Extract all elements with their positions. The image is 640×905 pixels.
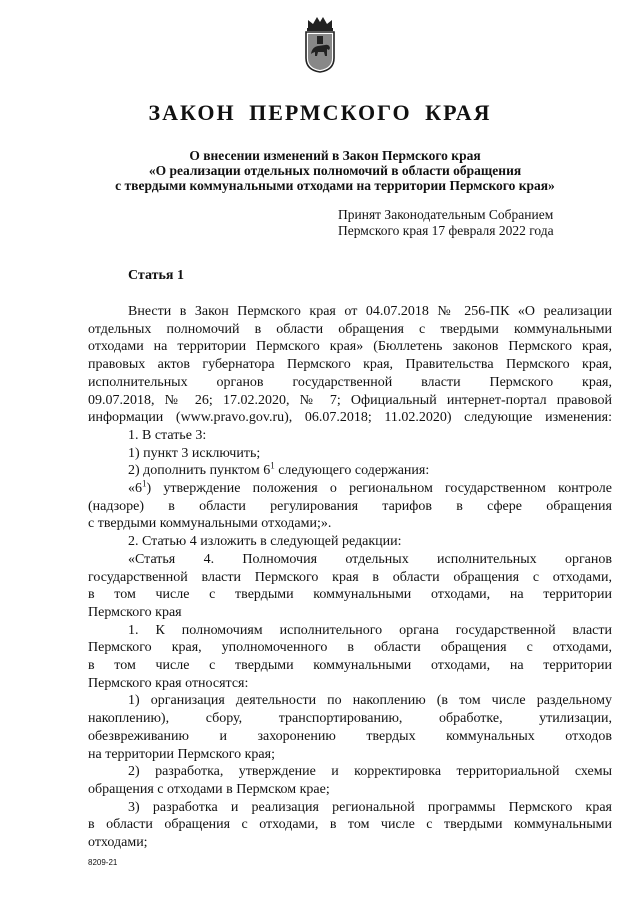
text-line: государственной власти Пермского края в области обращения с отходами, (88, 569, 612, 585)
text-line: Пермского края относятся: (88, 675, 249, 691)
text-line: 09.07.2018, № 26; 17.02.2020, № 7; Официальный интернет-портал правовой (88, 392, 612, 408)
perm-krai-coat-of-arms-icon (300, 14, 340, 74)
text-line: 1) организация деятельности по накоплению (в том числе раздельному (128, 693, 612, 709)
text-line: 3) разработка и реализация региональной программы Пермского края (128, 799, 612, 815)
text-line: обезвреживанию и захоронению твердых коммунальных отходов (88, 728, 612, 744)
text-line: 1. К полномочиям исполнительного органа государственной власти (128, 622, 612, 638)
subtitle-line: с твердыми коммунальными отходами на территории Пермского края» (115, 178, 555, 193)
adoption-note (338, 207, 554, 239)
text-line: Внести в Закон Пермского края от 04.07.2018 № 256-ПК «О реализации (128, 304, 612, 319)
text-line: «Статья 4. Полномочия отдельных исполнительных органов (128, 551, 612, 567)
text-line: в том числе с твердыми коммунальными отходами, на территории (88, 587, 612, 603)
document-code: 8209-21 (88, 858, 118, 867)
document-title: ЗАКОН ПЕРМСКОГО КРАЯ (148, 100, 492, 125)
text-line: с твердыми коммунальными отходами;». (88, 516, 332, 532)
text-line: 2. Статью 4 изложить в следующей редакции: (128, 534, 402, 550)
text-line: накоплению), сбору, транспортированию, обработке, утилизации, (88, 711, 612, 727)
text-line: Пермского края, уполномоченного в области обращения с отходами, (88, 640, 612, 656)
text-line: в области обращения с отходами, в том числе с твердыми коммунальными (88, 817, 612, 833)
text-line: Пермского края (88, 604, 182, 620)
subtitle-line: «О реализации отдельных полномочий в области обращения (148, 163, 522, 178)
text-line: «$6^1$) утверждение положения о региональном государственном контроле (128, 478, 612, 497)
text-line: (надзоре) в области регулирования тарифов в сфере обращения (88, 498, 612, 514)
text-line: обращения с отходами в Пермском крае; (88, 781, 330, 797)
text-line: 1. В статье 3: (128, 427, 207, 443)
adoption-line: Принят Законодательным Собранием (338, 207, 554, 222)
text-line: правовых актов губернатора Пермского края, Правительства Пермского края, (88, 357, 612, 373)
text-line: 1) пункт 3 исключить; (128, 445, 261, 461)
text-line: исполнительных органов государственной власти Пермского края, (88, 374, 612, 390)
text-line: отходами на территории Пермского края» (Бюллетень законов Пермского края, (88, 339, 612, 355)
text-line: отходами; (88, 835, 148, 851)
subtitle-line: О внесении изменений в Закон Пермского края (189, 148, 481, 163)
article-body (88, 303, 612, 852)
text-line: в том числе с твердыми коммунальными отходами, на территории (88, 658, 612, 674)
document-subtitle (60, 148, 610, 193)
text-line: отдельных полномочий в области обращения с твердыми коммунальными (88, 321, 612, 337)
text-line: на территории Пермского края; (88, 746, 275, 762)
article-heading: Статья 1 (128, 268, 184, 283)
adoption-line: Пермского края 17 февраля 2022 года (338, 223, 554, 238)
text-line: информации (www.pravo.gov.ru), 06.07.2018; 11.02.2020) следующие изменения: (88, 410, 612, 426)
text-line: 2) дополнить пунктом $6^1$ следующего содержания: (128, 460, 430, 479)
text-line: 2) разработка, утверждение и корректировка территориальной схемы (128, 764, 612, 780)
